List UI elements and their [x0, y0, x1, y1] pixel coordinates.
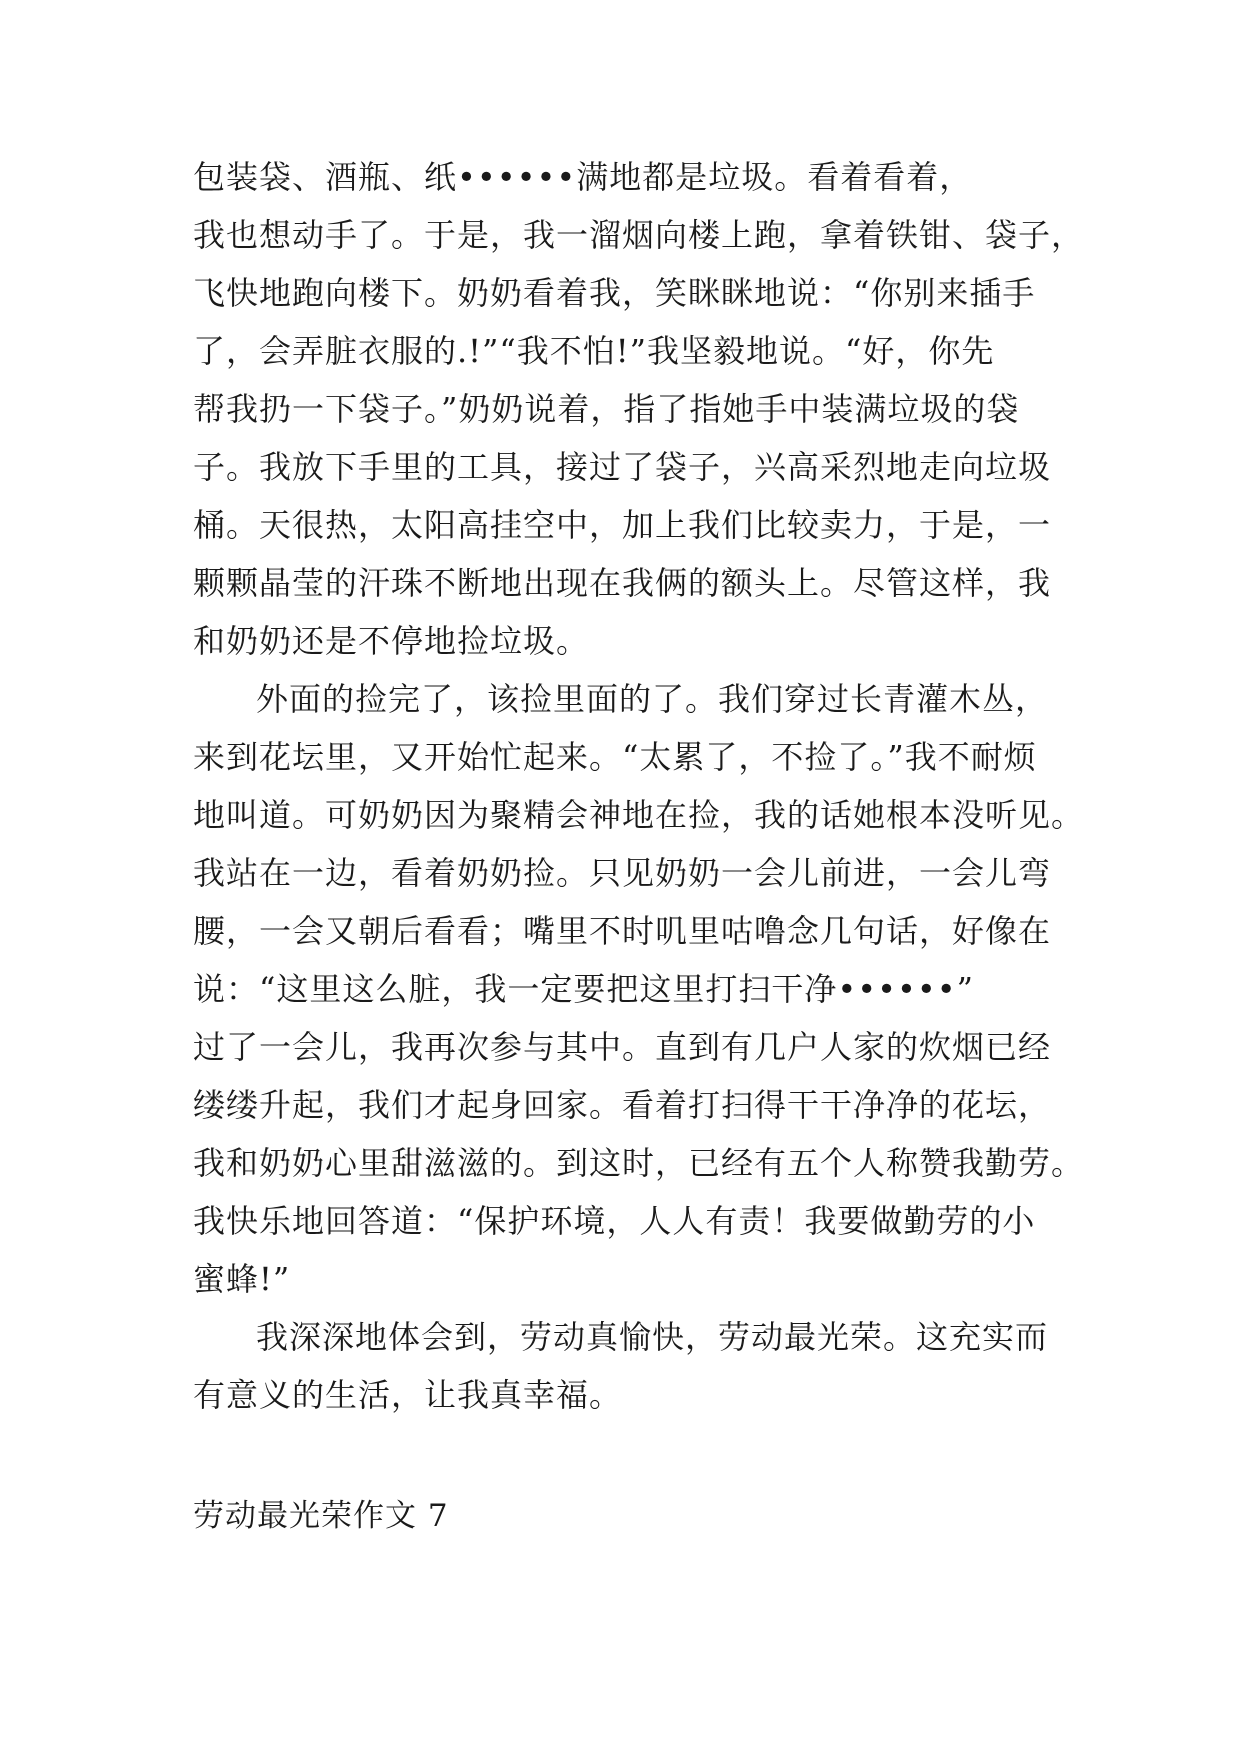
paragraph-line: 飞快地跑向楼下。奶奶看着我，笑眯眯地说：“你别来插手: [193, 274, 1036, 312]
paragraph-line: 和奶奶还是不停地捡垃圾。: [193, 622, 590, 660]
paragraph-line: 我站在一边，看着奶奶捡。只见奶奶一会儿前进，一会儿弯: [193, 854, 1052, 892]
paragraph-line: 我也想动手了。于是，我一溜烟向楼上跑，拿着铁钳、袋子，: [193, 216, 1085, 254]
paragraph-line: 腰，一会又朝后看看；嘴里不时叽里咕噜念几句话，好像在: [193, 912, 1052, 950]
paragraph-line: 蜜蜂!”: [193, 1260, 291, 1298]
paragraph-line: 说：“这里这么脏，我一定要把这里打扫干净••••••”: [193, 970, 974, 1008]
paragraph-first-line: 我深深地体会到，劳动真愉快，劳动最光荣。这充实而: [256, 1318, 1049, 1356]
paragraph-line: 有意义的生活，让我真幸福。: [193, 1376, 623, 1414]
paragraph-line: 颗颗晶莹的汗珠不断地出现在我俩的额头上。尽管这样，我: [193, 564, 1052, 602]
paragraph-line: 桶。天很热，太阳高挂空中，加上我们比较卖力，于是，一: [193, 506, 1052, 544]
paragraph-line: 地叫道。可奶奶因为聚精会神地在捡，我的话她根本没听见。: [193, 796, 1085, 834]
paragraph-line: 我快乐地回答道：“保护环境，人人有责！我要做勤劳的小: [193, 1202, 1036, 1240]
paragraph-first-line: 外面的捡完了，该捡里面的了。我们穿过长青灌木丛，: [256, 680, 1049, 718]
paragraph-line: 缕缕升起，我们才起身回家。看着打扫得干干净净的花坛，: [193, 1086, 1052, 1124]
paragraph-line: 帮我扔一下袋子。”奶奶说着，指了指她手中装满垃圾的袋: [193, 390, 1020, 428]
paragraph-line: 我和奶奶心里甜滋滋的。到这时，已经有五个人称赞我勤劳。: [193, 1144, 1085, 1182]
paragraph-line: 包装袋、酒瓶、纸••••••满地都是垃圾。看着看着，: [193, 158, 973, 196]
paragraph-line: 子。我放下手里的工具，接过了袋子，兴高采烈地走向垃圾: [193, 448, 1052, 486]
paragraph-line: 了，会弄脏衣服的.!”“我不怕!”我坚毅地说。“好，你先: [193, 332, 995, 370]
paragraph-line: 来到花坛里，又开始忙起来。“太累了，不捡了。”我不耐烦: [193, 738, 1037, 776]
paragraph-line: 过了一会儿，我再次参与其中。直到有几户人家的炊烟已经: [193, 1028, 1052, 1066]
section-heading: 劳动最光荣作文 7: [193, 1498, 449, 1534]
